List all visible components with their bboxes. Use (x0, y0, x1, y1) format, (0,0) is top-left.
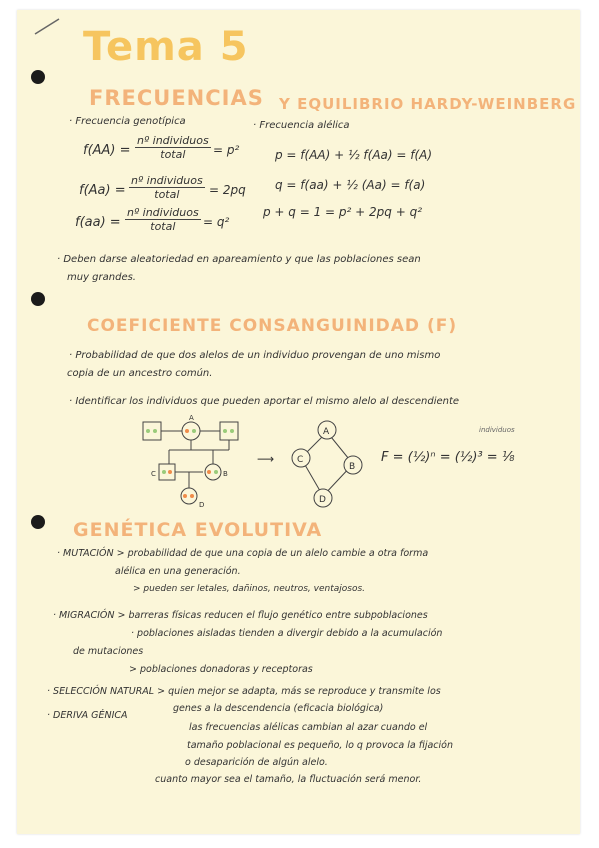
formula-fAA-fraction (135, 134, 211, 161)
formula-faa-rhs: = q² (203, 215, 230, 229)
pen-stroke (33, 16, 63, 38)
page-title: Tema 5 (83, 24, 249, 70)
consang-formula: F = (½)ⁿ = (½)³ = ⅛ (381, 450, 515, 465)
pedigree-square (220, 422, 238, 440)
consang-formula-note: individuos (479, 426, 515, 434)
pedigree-square-c (159, 464, 175, 480)
graph-label-d: D (319, 495, 326, 505)
genotypic-label: · Frecuencia genotípica (69, 116, 186, 127)
pedigree-label-c: C (151, 470, 156, 478)
consang-line3: · Identificar los individuos que pueden aportar el mismo alelo al descendiente (69, 396, 460, 407)
pedigree-square (143, 422, 161, 440)
pedigree-label-d: D (199, 501, 205, 509)
mutacion-line3: > pueden ser letales, dañinos, neutros, ventajosos. (133, 584, 365, 594)
graph-label-b: B (349, 462, 356, 472)
migracion-line4: > poblaciones donadoras y receptoras (129, 664, 313, 675)
path-graph (287, 418, 367, 510)
punch-hole (31, 70, 45, 84)
formula-faa-lhs: f(aa) = (75, 215, 121, 230)
migracion-line2: · poblaciones aisladas tienden a divergir debido a la acumulación (131, 628, 443, 639)
formula-fAA-rhs: = p² (213, 143, 240, 157)
formula-fAa-lhs: f(Aa) = (79, 183, 126, 198)
section-heading-genetica-evolutiva: GENÉTICA EVOLUTIVA (73, 519, 323, 541)
section-heading-frecuencias: FRECUENCIAS (89, 86, 264, 110)
fraction-denominator: total (150, 220, 176, 233)
mutacion-line1: · MUTACIÓN > probabilidad de que una copia de un alelo cambie a otra forma (57, 548, 429, 559)
deriva-label: · DERIVA GÉNICA (47, 710, 128, 721)
formula-q: q = f(aa) + ½ (Aa) = f(a) (275, 178, 426, 192)
pedigree-label-a: A (189, 414, 194, 422)
arrow-icon: ⟶ (257, 452, 275, 466)
deriva-line5: cuanto mayor sea el tamaño, la fluctuación será menor. (155, 774, 422, 785)
graph-label-c: C (297, 455, 304, 465)
section-heading-hardy-weinberg: Y EQUILIBRIO HARDY-WEINBERG (279, 95, 577, 113)
formula-fAa-fraction (129, 174, 205, 201)
migracion-line3: de mutaciones (73, 646, 144, 657)
fraction-numerator: nº individuos (131, 174, 203, 187)
formula-faa-fraction (125, 206, 201, 233)
migracion-line1: · MIGRACIÓN > barreras físicas reducen el flujo genético entre subpoblaciones (53, 610, 428, 621)
hw-note-line1: · Deben darse aleatoriedad en apareamiento y que las poblaciones sean (57, 254, 421, 265)
consang-line2: copia de un ancestro común. (67, 368, 213, 379)
formula-sum: p + q = 1 = p² + 2pq + q² (263, 205, 423, 219)
section-heading-consanguinidad: COEFICIENTE CONSANGUINIDAD (F) (87, 316, 458, 336)
pedigree-circle-a (182, 422, 200, 440)
deriva-line3: tamaño poblacional es pequeño, lo q provoca la fijación (187, 740, 453, 751)
fraction-numerator: nº individuos (137, 134, 209, 147)
seleccion-line1: · SELECCIÓN NATURAL > quien mejor se adapta, más se reproduce y transmite los (47, 686, 441, 697)
fraction-denominator: total (160, 148, 186, 161)
formula-fAA-lhs: f(AA) = (83, 143, 131, 158)
formula-p: p = f(AA) + ½ f(Aa) = f(A) (275, 148, 433, 162)
fraction-numerator: nº individuos (127, 206, 199, 219)
graph-label-a: A (323, 427, 330, 437)
seleccion-line2: genes a la descendencia (eficacia biológica) (173, 703, 384, 714)
deriva-line2: las frecuencias alélicas cambian al azar cuando el (189, 722, 428, 733)
allelic-label: · Frecuencia alélica (253, 120, 350, 131)
punch-hole (31, 292, 45, 306)
hw-note-line2: muy grandes. (67, 272, 136, 283)
mutacion-line2: alélica en una generación. (115, 566, 241, 577)
fraction-denominator: total (154, 188, 180, 201)
pedigree-label-b: B (223, 470, 228, 478)
deriva-line4: o desaparición de algún alelo. (185, 757, 328, 768)
notebook-page (17, 10, 580, 834)
punch-hole (31, 515, 45, 529)
formula-fAa-rhs: = 2pq (209, 183, 246, 197)
pedigree-chart (137, 410, 247, 510)
consang-line1: · Probabilidad de que dos alelos de un individuo provengan de uno mismo (69, 350, 441, 361)
